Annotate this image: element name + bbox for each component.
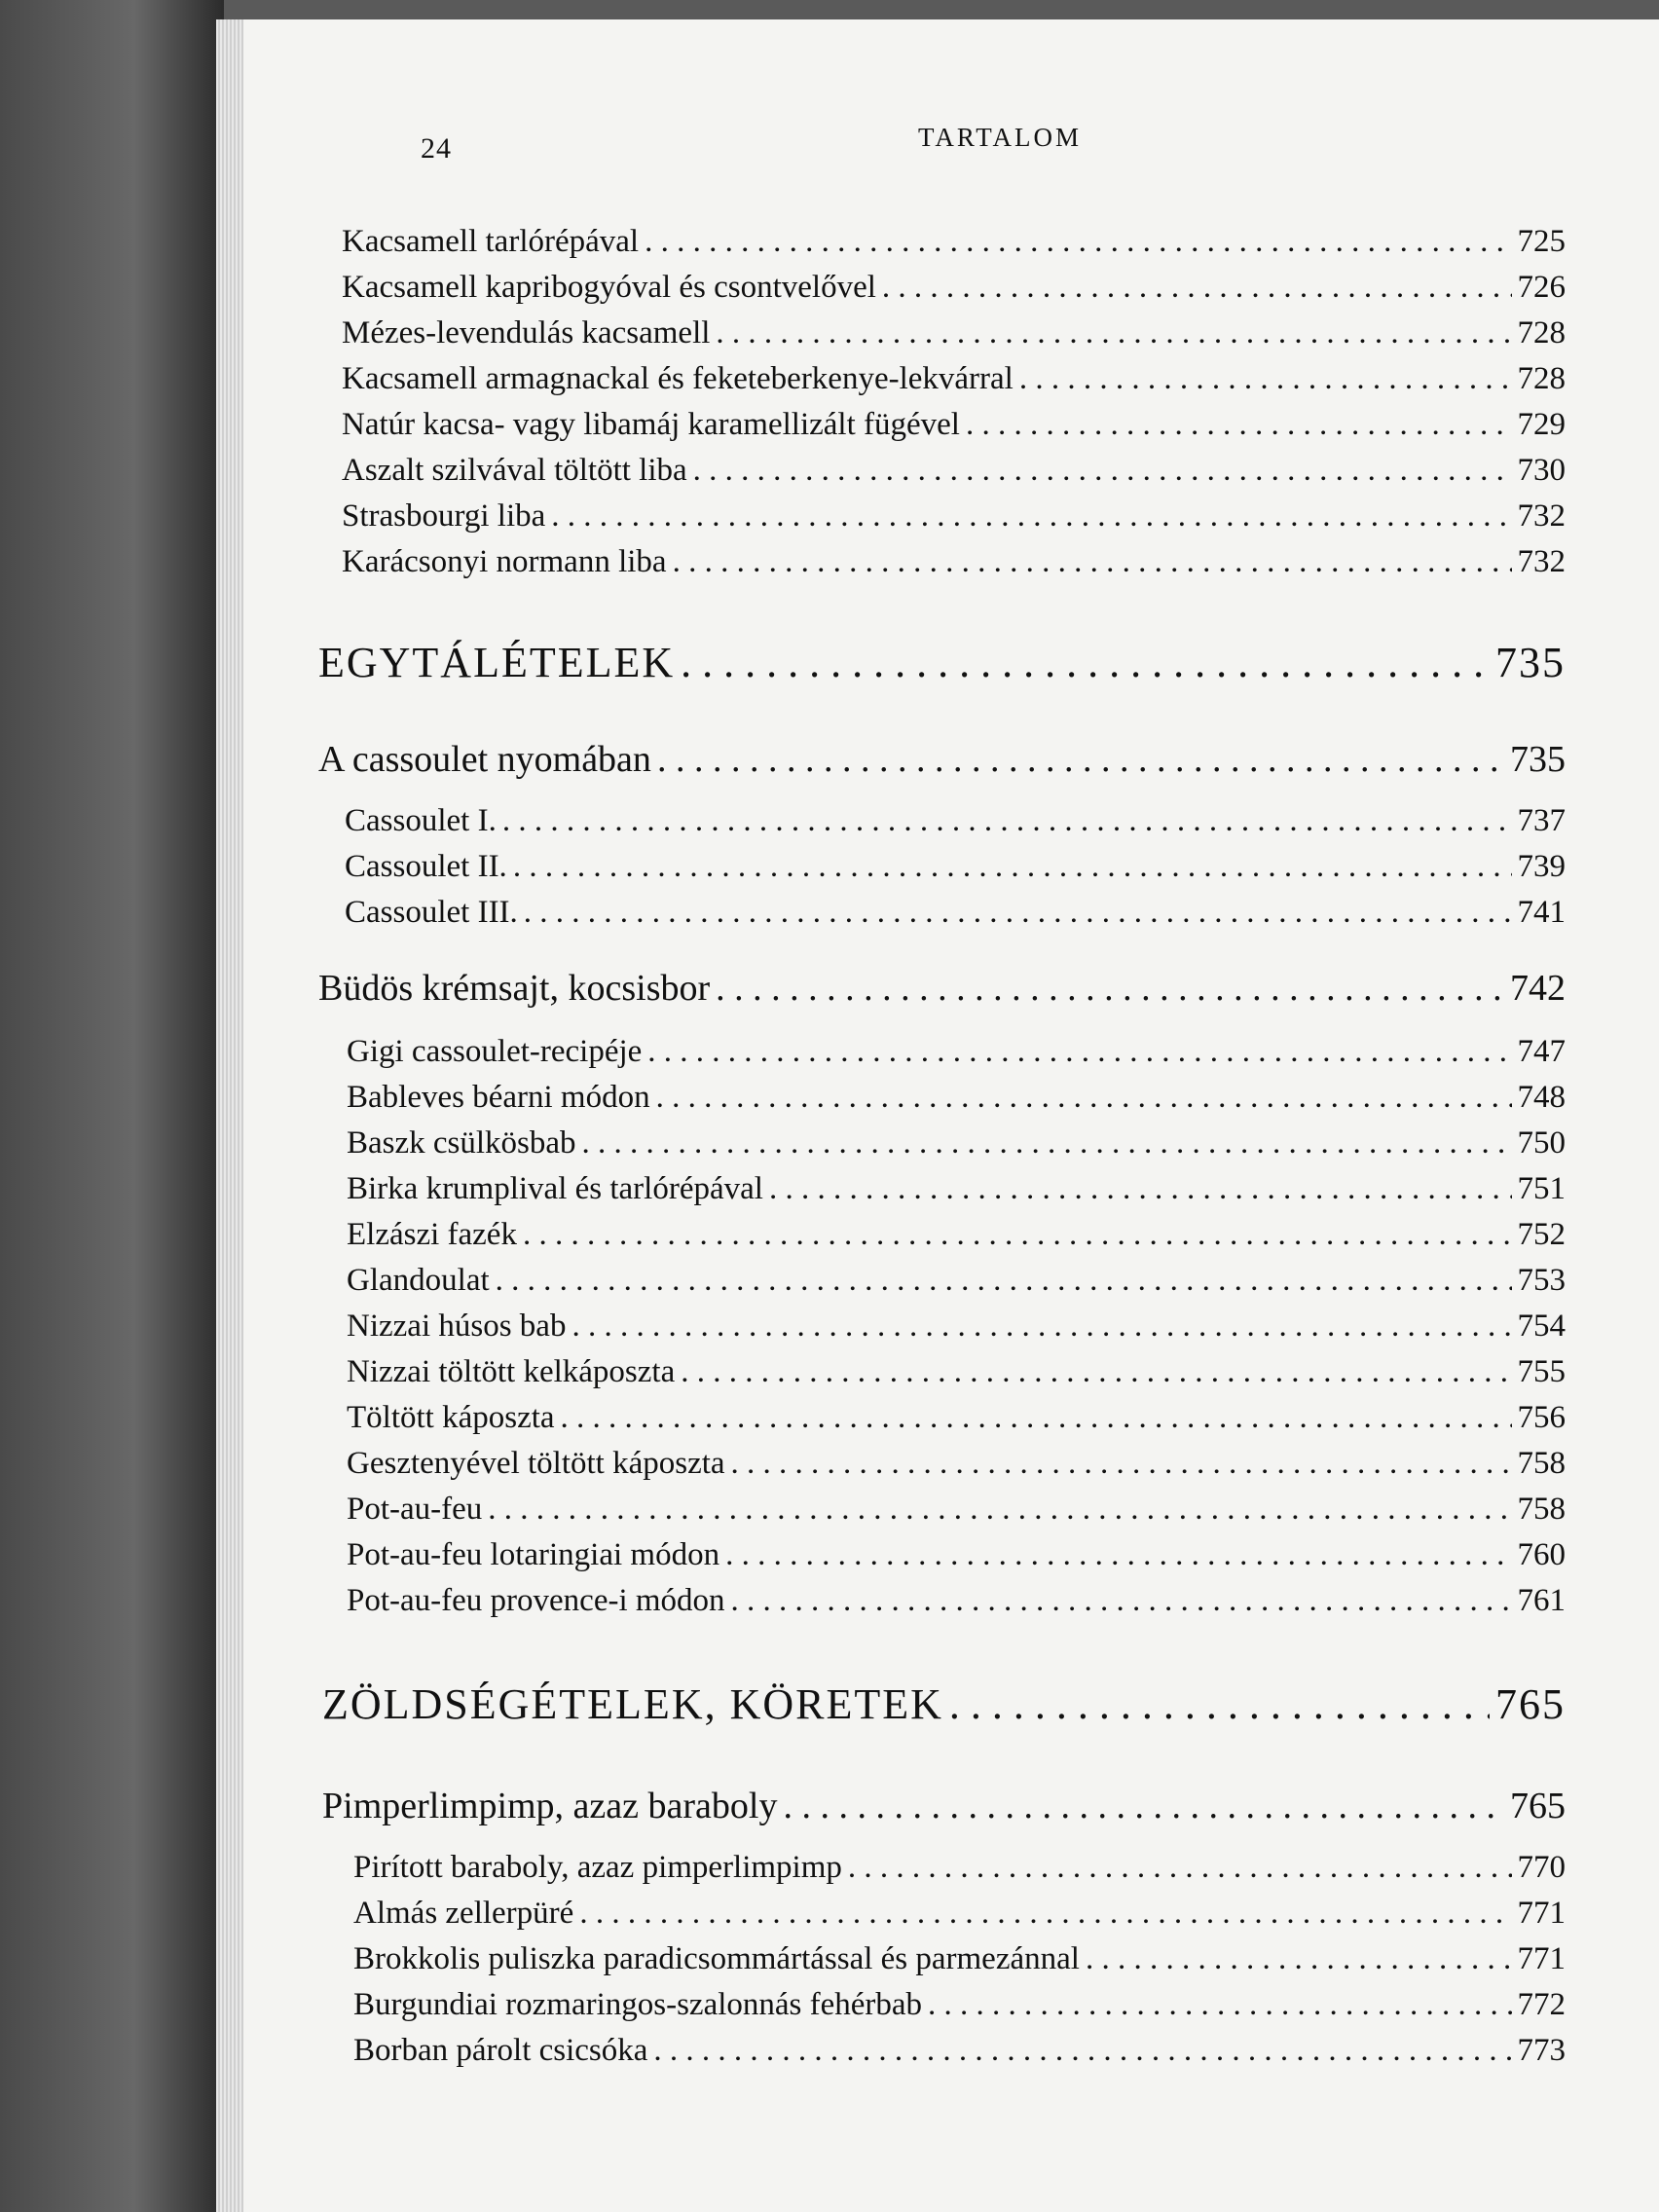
dot-leader: [653, 2033, 1511, 2069]
toc-page-number: 748: [1517, 1080, 1566, 1115]
toc-entry: [342, 270, 1566, 309]
toc-entry: [353, 1896, 1566, 1935]
toc-entry: [353, 2033, 1566, 2072]
toc-entry: [342, 407, 1566, 446]
dot-leader: [1086, 1941, 1512, 1977]
toc-entry: [342, 224, 1566, 263]
toc-page-number: 732: [1517, 498, 1566, 534]
toc-entry: [345, 895, 1566, 934]
toc-title: Büdös krémsajt, kocsisbor: [318, 968, 711, 1009]
toc-title: Strasbourgi liba: [342, 498, 546, 534]
toc-title: Pimperlimpimp, azaz baraboly: [322, 1786, 778, 1826]
dot-leader: [673, 544, 1512, 580]
dot-leader: [656, 1080, 1512, 1116]
toc-title: Brokkolis puliszka paradicsommártással és parmezánnal: [353, 1941, 1080, 1976]
toc-title: Almás zellerpüré: [353, 1896, 574, 1931]
toc-title: Birka krumplival és tarlórépával: [347, 1171, 763, 1206]
dot-leader: [645, 224, 1511, 260]
running-head-title: TARTALOM: [918, 123, 1083, 152]
toc-title: Cassoulet III.: [345, 895, 518, 930]
toc-title: Glandoulat: [347, 1263, 490, 1298]
dot-leader: [571, 1309, 1511, 1345]
toc-entry: [347, 1537, 1566, 1576]
dot-leader: [966, 407, 1512, 443]
dot-leader: [725, 1537, 1511, 1573]
dot-leader: [582, 1125, 1512, 1161]
toc-title: ZÖLDSÉGÉTELEK, KÖRETEK: [322, 1680, 943, 1728]
book-page: [243, 19, 1659, 2212]
dot-leader: [681, 1354, 1511, 1390]
toc-section: [318, 638, 1566, 690]
toc-entry: [345, 803, 1566, 842]
toc-page-number: 730: [1517, 453, 1566, 488]
toc-page-number: 752: [1517, 1217, 1566, 1252]
dot-leader: [579, 1896, 1511, 1932]
toc-page-number: 735: [1510, 739, 1566, 780]
toc-title: A cassoulet nyomában: [318, 739, 651, 780]
toc-page-number: 737: [1517, 803, 1566, 838]
toc-page-number: 747: [1517, 1034, 1566, 1069]
dot-leader: [681, 638, 1490, 687]
toc-entry: [347, 1354, 1566, 1393]
dot-leader: [488, 1492, 1511, 1528]
toc-page-number: 772: [1517, 1987, 1566, 2022]
toc-entry: [347, 1446, 1566, 1485]
toc-title: Töltött káposzta: [347, 1400, 555, 1435]
toc-title: Pot-au-feu lotaringiai módon: [347, 1537, 720, 1572]
toc-title: Gesztenyével töltött káposzta: [347, 1446, 725, 1481]
toc-page-number: 760: [1517, 1537, 1566, 1572]
toc-title: Aszalt szilvával töltött liba: [342, 453, 687, 488]
toc-title: Kacsamell tarlórépával: [342, 224, 640, 259]
dot-leader: [657, 738, 1504, 781]
toc-section: [322, 1679, 1566, 1732]
page-number: 24: [421, 132, 452, 165]
dot-leader: [523, 1217, 1512, 1253]
toc-entry: [347, 1080, 1566, 1119]
toc-title: Pot-au-feu provence-i módon: [347, 1583, 725, 1618]
dot-leader: [647, 1034, 1511, 1070]
toc-entry: [353, 1987, 1566, 2026]
dot-leader: [848, 1850, 1512, 1886]
toc-title: Gigi cassoulet-recipéje: [347, 1034, 643, 1069]
toc-page-number: 729: [1517, 407, 1566, 442]
dot-leader: [731, 1446, 1512, 1482]
toc-title: Nizzai töltött kelkáposzta: [347, 1354, 676, 1389]
toc-entry: [342, 453, 1566, 492]
toc-title: Mézes-levendulás kacsamell: [342, 315, 711, 350]
toc-subsection: [322, 1785, 1566, 1829]
toc-entry: [347, 1034, 1566, 1073]
dot-leader: [513, 849, 1512, 885]
toc-subsection: [318, 738, 1566, 783]
toc-title: Elzászi fazék: [347, 1217, 517, 1252]
toc-title: Natúr kacsa- vagy libamáj karamellizált fügével: [342, 407, 960, 442]
dot-leader: [769, 1171, 1512, 1207]
toc-page-number: 732: [1517, 544, 1566, 579]
toc-title: Borban párolt csicsóka: [353, 2033, 648, 2068]
toc-page-number: 773: [1517, 2033, 1566, 2068]
toc-entry: [347, 1125, 1566, 1164]
toc-title: Kacsamell kapribogyóval és csontvelővel: [342, 270, 876, 305]
toc-entry: [347, 1217, 1566, 1256]
toc-entry: [342, 315, 1566, 354]
toc-page-number: 728: [1517, 315, 1566, 350]
toc-page-number: 726: [1517, 270, 1566, 305]
dot-leader: [502, 803, 1512, 839]
toc-entry: [347, 1171, 1566, 1210]
toc-title: Kacsamell armagnackal és feketeberkenye-lekvárral: [342, 361, 1014, 396]
toc-page-number: 751: [1517, 1171, 1566, 1206]
toc-title: Nizzai húsos bab: [347, 1309, 567, 1344]
toc-entry: [342, 498, 1566, 537]
toc-entry: [347, 1400, 1566, 1439]
toc-entry: [347, 1492, 1566, 1530]
toc-page-number: 750: [1517, 1125, 1566, 1161]
toc-entry: [347, 1309, 1566, 1347]
toc-page-number: 754: [1517, 1309, 1566, 1344]
background-left: [0, 0, 224, 2212]
toc-title: Cassoulet I.: [345, 803, 497, 838]
toc-title: EGYTÁLÉTELEK: [318, 639, 676, 686]
toc-title: Cassoulet II.: [345, 849, 507, 884]
toc-page-number: 771: [1517, 1896, 1566, 1931]
toc-page-number: 758: [1517, 1446, 1566, 1481]
running-head: [243, 103, 1659, 165]
toc-page-number: 735: [1495, 639, 1566, 686]
dot-leader: [693, 453, 1512, 489]
toc-entry: [342, 544, 1566, 583]
dot-leader: [949, 1679, 1490, 1729]
toc-page-number: 725: [1517, 224, 1566, 259]
toc-page-number: 761: [1517, 1583, 1566, 1618]
dot-leader: [716, 315, 1511, 351]
dot-leader: [1019, 361, 1512, 397]
toc-title: Baszk csülkösbab: [347, 1125, 576, 1161]
dot-leader: [783, 1785, 1504, 1827]
dot-leader: [716, 967, 1504, 1010]
dot-leader: [731, 1583, 1512, 1619]
toc-page-number: 765: [1495, 1680, 1566, 1728]
toc-entry: [347, 1263, 1566, 1302]
toc-subsection: [318, 967, 1566, 1012]
toc-page-number: 758: [1517, 1492, 1566, 1527]
toc-page-number: 756: [1517, 1400, 1566, 1435]
toc-page-number: 755: [1517, 1354, 1566, 1389]
page-edge: [216, 19, 245, 2212]
dot-leader: [882, 270, 1512, 306]
toc-page-number: 765: [1510, 1786, 1566, 1826]
toc-title: Bableves béarni módon: [347, 1080, 650, 1115]
toc-entry: [347, 1583, 1566, 1622]
toc-page-number: 739: [1517, 849, 1566, 884]
dot-leader: [551, 498, 1511, 535]
toc-entry: [342, 361, 1566, 400]
toc-title: Karácsonyi normann liba: [342, 544, 667, 579]
dot-leader: [561, 1400, 1512, 1436]
toc-title: Pot-au-feu: [347, 1492, 483, 1527]
dot-leader: [928, 1987, 1511, 2023]
toc-page-number: 742: [1510, 968, 1566, 1009]
toc-title: Burgundiai rozmaringos-szalonnás fehérbab: [353, 1987, 923, 2022]
toc-title: Pirított baraboly, azaz pimperlimpimp: [353, 1850, 842, 1885]
toc-page-number: 728: [1517, 361, 1566, 396]
toc-page-number: 753: [1517, 1263, 1566, 1298]
dot-leader: [524, 895, 1512, 931]
toc-page-number: 770: [1517, 1850, 1566, 1885]
toc-entry: [353, 1850, 1566, 1889]
dot-leader: [496, 1263, 1512, 1299]
toc-page-number: 771: [1517, 1941, 1566, 1976]
toc-entry: [345, 849, 1566, 888]
toc-page-number: 741: [1517, 895, 1566, 930]
toc-entry: [353, 1941, 1566, 1980]
